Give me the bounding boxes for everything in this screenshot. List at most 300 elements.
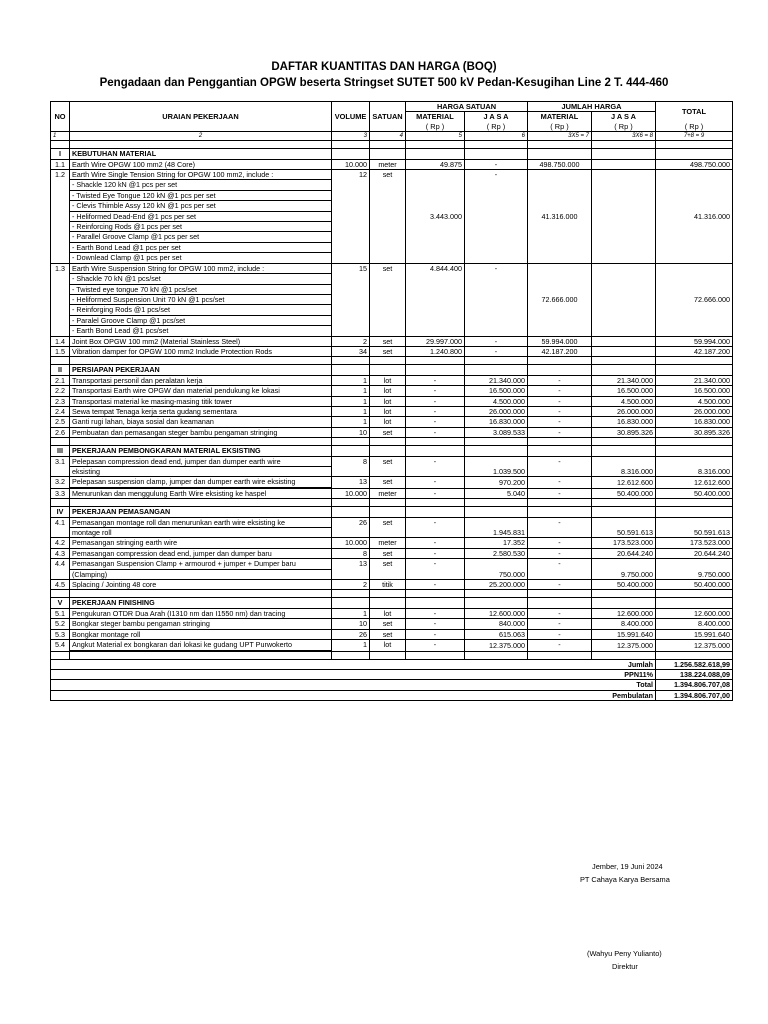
- spacer-cell: [370, 590, 406, 598]
- item-unit: lot: [370, 375, 406, 385]
- item-material-price: -: [406, 427, 465, 437]
- item-material-price: -: [406, 608, 465, 618]
- spacer-cell: [332, 499, 370, 507]
- item-description: Splacing / Jointing 48 core: [70, 580, 332, 590]
- item-material-price: -: [406, 488, 465, 498]
- item-unit: set: [370, 629, 406, 639]
- item-volume: 1: [332, 608, 370, 618]
- item-volume: 26: [332, 629, 370, 639]
- item-description: Pelepasan suspension clamp, jumper dan dumper earth wire eksisting: [70, 477, 332, 487]
- item-description: Earth Wire Suspension String for OPGW 100 mm2, include :: [70, 263, 332, 273]
- item-service-amount: 9.750.000: [592, 559, 656, 580]
- spacer-cell: [656, 499, 733, 507]
- item-service-amount: 12.600.000: [592, 608, 656, 618]
- sign-name: (Wahyu Peny Yulianto): [587, 949, 662, 958]
- summary-value: 1.256.582.618,99: [656, 659, 733, 669]
- item-material-price: 49.875: [406, 159, 465, 169]
- item-number: 4.4: [51, 559, 70, 580]
- empty-cell: [332, 446, 370, 456]
- item-row: [51, 417, 733, 427]
- item-description: Pengukuran OTDR Dua Arah (I1310 nm dan I1550 nm) dan tracing: [70, 608, 332, 618]
- item-row: [51, 640, 733, 650]
- item-volume: 10.000: [332, 488, 370, 498]
- spacer-cell: [332, 141, 370, 149]
- item-unit: lot: [370, 396, 406, 406]
- item-service-amount: [592, 170, 656, 264]
- item-unit: set: [370, 456, 406, 477]
- item-description: Joint Box OPGW 100 mm2 (Material Stainless Steel): [70, 336, 332, 346]
- item-service-price: 12.600.000: [465, 608, 528, 618]
- item-service-price: 750.000: [465, 559, 528, 580]
- item-service-price: 25.200.000: [465, 580, 528, 590]
- item-unit: titik: [370, 580, 406, 590]
- idx-cell: 2: [70, 132, 332, 141]
- col-rp: ( Rp ): [406, 122, 465, 132]
- item-row: [51, 375, 733, 385]
- item-description-line: - Earth Bond Lead @1 pcs per set: [70, 242, 332, 252]
- spacer-cell: [656, 141, 733, 149]
- item-volume: 1: [332, 417, 370, 427]
- empty-cell: [465, 365, 528, 375]
- item-total: 50.400.000: [656, 488, 733, 498]
- item-unit: meter: [370, 159, 406, 169]
- item-number: 2.5: [51, 417, 70, 427]
- item-number: 5.3: [51, 629, 70, 639]
- item-row: [51, 629, 733, 639]
- index-row: [51, 132, 733, 141]
- spacer-cell: [592, 141, 656, 149]
- item-service-amount: 8.400.000: [592, 619, 656, 629]
- spacer-cell: [51, 357, 70, 365]
- empty-cell: [592, 598, 656, 608]
- item-total: 41.316.000: [656, 170, 733, 264]
- item-material-amount: -: [528, 538, 592, 548]
- item-material-amount: -: [528, 375, 592, 385]
- empty-cell: [332, 365, 370, 375]
- spacer-cell: [406, 357, 465, 365]
- item-unit: set: [370, 346, 406, 356]
- item-service-amount: 8.316.000: [592, 456, 656, 477]
- spacer-cell: [656, 651, 733, 659]
- item-material-amount: -: [528, 386, 592, 396]
- spacer-cell: [656, 438, 733, 446]
- item-material-amount: -: [528, 517, 592, 538]
- item-total: 72.666.000: [656, 263, 733, 336]
- item-unit: set: [370, 170, 406, 264]
- section-row: [51, 149, 733, 159]
- section-number: II: [51, 365, 70, 375]
- item-service-price: -: [465, 159, 528, 169]
- spacer-cell: [51, 141, 70, 149]
- item-material-price: 4.844.400: [406, 263, 465, 336]
- item-service-price: -: [465, 336, 528, 346]
- summary-row: [51, 690, 733, 700]
- spacer-cell: [332, 590, 370, 598]
- item-total: 498.750.000: [656, 159, 733, 169]
- item-service-price: 1.039.500: [465, 456, 528, 477]
- item-service-price: 840.000: [465, 619, 528, 629]
- spacer-cell: [70, 590, 332, 598]
- item-material-amount: -: [528, 427, 592, 437]
- spacer-cell: [70, 499, 332, 507]
- summary-value: 1.394.806.707,00: [656, 690, 733, 700]
- sign-place-date: Jember, 19 Juni 2024: [592, 862, 663, 871]
- item-service-price: 26.000.000: [465, 406, 528, 416]
- item-description: Earth Wire Single Tension String for OPGW 100 mm2, include :: [70, 170, 332, 180]
- item-number: 1.5: [51, 346, 70, 356]
- spacer-cell: [592, 651, 656, 659]
- spacer-cell: [656, 590, 733, 598]
- item-material-price: -: [406, 548, 465, 558]
- item-number: 2.4: [51, 406, 70, 416]
- section-title: PEKERJAAN PEMASANGAN: [70, 507, 332, 517]
- empty-cell: [592, 365, 656, 375]
- item-service-price: 12.375.000: [465, 640, 528, 651]
- item-number: 1.3: [51, 263, 70, 336]
- spacer-cell: [406, 651, 465, 659]
- item-volume: 1: [332, 406, 370, 416]
- item-volume: 2: [332, 580, 370, 590]
- item-material-amount: -: [528, 548, 592, 558]
- item-description: Sewa tempat Tenaga kerja serta gudang sementara: [70, 406, 332, 416]
- item-description: Transportasi Earth wire OPGW dan material pendukung ke lokasi: [70, 386, 332, 396]
- item-description: Menurunkan dan menggulung Earth Wire eksisting ke haspel: [70, 488, 332, 498]
- col-rp: ( Rp ): [656, 122, 733, 132]
- section-row: [51, 598, 733, 608]
- col-uraian: URAIAN PEKERJAAN: [70, 102, 332, 132]
- empty-cell: [370, 507, 406, 517]
- item-material-amount: -: [528, 406, 592, 416]
- item-service-amount: 50.400.000: [592, 488, 656, 498]
- item-unit: set: [370, 477, 406, 488]
- item-service-price: -: [465, 263, 528, 336]
- item-description-line: - Paralel Groove Clamp @1 pcs/set: [70, 315, 332, 325]
- summary-row: [51, 680, 733, 690]
- item-unit: set: [370, 559, 406, 580]
- item-service-price: 17.352: [465, 538, 528, 548]
- item-description: Pelepasan compression dead end, jumper dan dumper earth wire: [70, 456, 332, 466]
- col-jasa: J A S A: [465, 112, 528, 122]
- item-service-amount: 173.523.000: [592, 538, 656, 548]
- item-material-amount: 72.666.000: [528, 263, 592, 336]
- summary-label: Total: [51, 680, 656, 690]
- item-material-price: -: [406, 417, 465, 427]
- col-jumlah-harga: JUMLAH HARGA: [528, 102, 656, 112]
- item-description-line: - Shackle 70 kN @1 pcs/set: [70, 274, 332, 284]
- item-volume: 10.000: [332, 538, 370, 548]
- item-description: Transportasi material ke masing-masing titik tower: [70, 396, 332, 406]
- empty-cell: [406, 598, 465, 608]
- spacer-cell: [370, 499, 406, 507]
- idx-cell: 1: [51, 132, 70, 141]
- spacer-row: [51, 590, 733, 598]
- item-material-amount: -: [528, 640, 592, 651]
- item-number: 1.4: [51, 336, 70, 346]
- item-unit: set: [370, 548, 406, 558]
- spacer-cell: [528, 651, 592, 659]
- boq-table: [50, 101, 733, 701]
- item-volume: 10: [332, 619, 370, 629]
- item-description-line: (Clamping): [70, 569, 332, 579]
- item-service-amount: 50.591.613: [592, 517, 656, 538]
- item-volume: 12: [332, 170, 370, 264]
- item-unit: set: [370, 263, 406, 336]
- spacer-cell: [370, 651, 406, 659]
- col-rp: ( Rp ): [592, 122, 656, 132]
- item-number: 5.4: [51, 640, 70, 651]
- item-number: 4.3: [51, 548, 70, 558]
- spacer-cell: [406, 141, 465, 149]
- spacer-cell: [465, 590, 528, 598]
- col-total: TOTAL: [656, 102, 733, 122]
- empty-cell: [332, 507, 370, 517]
- item-total: 12.612.600: [656, 477, 733, 488]
- item-number: 4.2: [51, 538, 70, 548]
- item-total: 4.500.000: [656, 396, 733, 406]
- item-service-amount: 50.400.000: [592, 580, 656, 590]
- item-row: [51, 427, 733, 437]
- section-row: [51, 365, 733, 375]
- empty-cell: [465, 149, 528, 159]
- spacer-cell: [465, 357, 528, 365]
- item-unit: lot: [370, 608, 406, 618]
- item-volume: 10.000: [332, 159, 370, 169]
- item-number: 2.1: [51, 375, 70, 385]
- empty-cell: [656, 365, 733, 375]
- item-description: Bongkar montage roll: [70, 629, 332, 639]
- spacer-cell: [70, 651, 332, 659]
- spacer-cell: [406, 590, 465, 598]
- item-service-amount: [592, 159, 656, 169]
- item-volume: 15: [332, 263, 370, 336]
- item-row: [51, 406, 733, 416]
- item-material-amount: 59.994.000: [528, 336, 592, 346]
- spacer-cell: [332, 357, 370, 365]
- item-service-amount: 21.340.000: [592, 375, 656, 385]
- idx-cell: 6: [465, 132, 528, 141]
- item-unit: meter: [370, 488, 406, 498]
- section-title: KEBUTUHAN MATERIAL: [70, 149, 332, 159]
- item-material-amount: 42.187.200: [528, 346, 592, 356]
- spacer-row: [51, 357, 733, 365]
- item-service-price: 615.063: [465, 629, 528, 639]
- section-number: I: [51, 149, 70, 159]
- item-volume: 8: [332, 456, 370, 477]
- item-unit: set: [370, 336, 406, 346]
- item-row: [51, 396, 733, 406]
- spacer-cell: [528, 590, 592, 598]
- item-total: 9.750.000: [656, 559, 733, 580]
- item-material-amount: -: [528, 396, 592, 406]
- item-unit: set: [370, 517, 406, 538]
- item-number: 3.1: [51, 456, 70, 477]
- spacer-cell: [370, 357, 406, 365]
- spacer-cell: [332, 438, 370, 446]
- item-description: Transportasi personil dan peralatan kerja: [70, 375, 332, 385]
- empty-cell: [370, 598, 406, 608]
- item-material-amount: -: [528, 488, 592, 498]
- col-no: NO: [51, 102, 70, 132]
- item-total: 173.523.000: [656, 538, 733, 548]
- spacer-row: [51, 141, 733, 149]
- item-description-line: - Clevis Thimble Assy 120 kN @1 pcs per set: [70, 201, 332, 211]
- spacer-cell: [592, 499, 656, 507]
- spacer-row: [51, 499, 733, 507]
- item-number: 2.6: [51, 427, 70, 437]
- summary-row: [51, 659, 733, 669]
- spacer-cell: [51, 590, 70, 598]
- spacer-cell: [592, 357, 656, 365]
- item-total: 21.340.000: [656, 375, 733, 385]
- idx-cell: 3: [332, 132, 370, 141]
- item-material-amount: -: [528, 629, 592, 639]
- item-material-price: -: [406, 386, 465, 396]
- empty-cell: [528, 598, 592, 608]
- empty-cell: [465, 598, 528, 608]
- empty-cell: [332, 149, 370, 159]
- idx-cell: 3X6 = 8: [592, 132, 656, 141]
- empty-cell: [370, 149, 406, 159]
- empty-cell: [656, 446, 733, 456]
- item-description-line: - Earth Bond Lead @1 pcs/set: [70, 326, 332, 336]
- item-unit: lot: [370, 406, 406, 416]
- spacer-cell: [70, 141, 332, 149]
- item-row: [51, 456, 733, 466]
- item-description-line: - Reinforcing Rods @1 pcs per set: [70, 222, 332, 232]
- summary-label: Pembulatan: [51, 690, 656, 700]
- section-number: III: [51, 446, 70, 456]
- item-service-price: 5.040: [465, 488, 528, 498]
- summary-value: 1.394.806.707,08: [656, 680, 733, 690]
- item-material-price: -: [406, 517, 465, 538]
- item-description: Pemasangan stringing earth wire: [70, 538, 332, 548]
- item-service-price: -: [465, 170, 528, 264]
- item-material-amount: 41.316.000: [528, 170, 592, 264]
- item-volume: 13: [332, 477, 370, 488]
- empty-cell: [656, 149, 733, 159]
- idx-cell: 4: [370, 132, 406, 141]
- sign-company: PT Cahaya Karya Bersama: [580, 875, 670, 884]
- item-description: Earth Wire OPGW 100 mm2 (48 Core): [70, 159, 332, 169]
- item-volume: 2: [332, 336, 370, 346]
- item-description-line: eksisting: [70, 467, 332, 477]
- item-row: [51, 170, 733, 180]
- spacer-cell: [465, 651, 528, 659]
- spacer-cell: [528, 357, 592, 365]
- item-description: Pemasangan Suspension Clamp + armourod + jumper + Dumper baru: [70, 559, 332, 569]
- item-service-amount: 12.375.000: [592, 640, 656, 651]
- item-volume: 26: [332, 517, 370, 538]
- item-total: 42.187.200: [656, 346, 733, 356]
- item-number: 1.1: [51, 159, 70, 169]
- item-number: 4.5: [51, 580, 70, 590]
- item-service-amount: [592, 263, 656, 336]
- item-description-line: - Heliformed Suspension Unit 70 kN @1 pcs/set: [70, 294, 332, 304]
- item-description: Pemasangan montage roll dan menurunkan earth wire eksisting ke: [70, 517, 332, 527]
- col-material: MATERIAL: [528, 112, 592, 122]
- empty-cell: [528, 149, 592, 159]
- spacer-cell: [406, 438, 465, 446]
- item-row: [51, 263, 733, 273]
- item-volume: 1: [332, 375, 370, 385]
- item-row: [51, 517, 733, 527]
- item-material-price: -: [406, 640, 465, 651]
- item-volume: 8: [332, 548, 370, 558]
- item-service-amount: [592, 346, 656, 356]
- item-service-price: 1.945.831: [465, 517, 528, 538]
- item-total: 15.991.640: [656, 629, 733, 639]
- empty-cell: [592, 446, 656, 456]
- item-material-amount: -: [528, 559, 592, 580]
- item-service-amount: 16.830.000: [592, 417, 656, 427]
- empty-cell: [528, 365, 592, 375]
- spacer-cell: [70, 357, 332, 365]
- item-material-price: -: [406, 456, 465, 477]
- item-description-line: - Twisted eye tongue 70 kN @1 pcs/set: [70, 284, 332, 294]
- document-title: DAFTAR KUANTITAS DAN HARGA (BOQ): [271, 61, 497, 73]
- item-description-line: - Shackle 120 kN @1 pcs per set: [70, 180, 332, 190]
- item-material-price: 1.240.800: [406, 346, 465, 356]
- idx-cell: 5: [406, 132, 465, 141]
- empty-cell: [592, 507, 656, 517]
- col-rp: ( Rp ): [465, 122, 528, 132]
- spacer-cell: [70, 438, 332, 446]
- item-number: 5.2: [51, 619, 70, 629]
- empty-cell: [406, 507, 465, 517]
- summary-value: 138.224.088,09: [656, 669, 733, 679]
- empty-cell: [406, 365, 465, 375]
- item-row: [51, 346, 733, 356]
- item-volume: 1: [332, 396, 370, 406]
- item-service-price: 970.200: [465, 477, 528, 488]
- item-service-price: 21.340.000: [465, 375, 528, 385]
- item-service-price: 2.580.530: [465, 548, 528, 558]
- empty-cell: [528, 446, 592, 456]
- item-material-price: -: [406, 580, 465, 590]
- section-number: V: [51, 598, 70, 608]
- col-satuan: SATUAN: [370, 102, 406, 132]
- col-harga-satuan: HARGA SATUAN: [406, 102, 528, 112]
- item-description: Vibration damper for OPGW 100 mm2 Include Protection Rods: [70, 346, 332, 356]
- item-description-line: - Twisted Eye Tongue 120 kN @1 pcs per set: [70, 190, 332, 200]
- item-service-amount: 20.644.240: [592, 548, 656, 558]
- item-total: 50.400.000: [656, 580, 733, 590]
- spacer-cell: [592, 438, 656, 446]
- item-description: Pembuatan dan pemasangan steger bambu pengaman stringing: [70, 427, 332, 437]
- item-description-line: - Downlead Clamp @1 pcs per set: [70, 253, 332, 263]
- item-volume: 1: [332, 386, 370, 396]
- item-service-amount: 30.895.326: [592, 427, 656, 437]
- idx-cell: 7+8 = 9: [656, 132, 733, 141]
- item-number: 2.2: [51, 386, 70, 396]
- item-row: [51, 580, 733, 590]
- item-unit: set: [370, 427, 406, 437]
- item-row: [51, 559, 733, 569]
- empty-cell: [406, 446, 465, 456]
- item-volume: 34: [332, 346, 370, 356]
- header-row-1: [51, 102, 733, 112]
- item-material-amount: -: [528, 477, 592, 488]
- item-material-amount: 498.750.000: [528, 159, 592, 169]
- col-volume: VOLUME: [332, 102, 370, 132]
- item-number: 2.3: [51, 396, 70, 406]
- item-number: 1.2: [51, 170, 70, 264]
- item-service-amount: 16.500.000: [592, 386, 656, 396]
- empty-cell: [465, 446, 528, 456]
- item-number: 4.1: [51, 517, 70, 538]
- spacer-cell: [465, 141, 528, 149]
- item-material-amount: -: [528, 456, 592, 477]
